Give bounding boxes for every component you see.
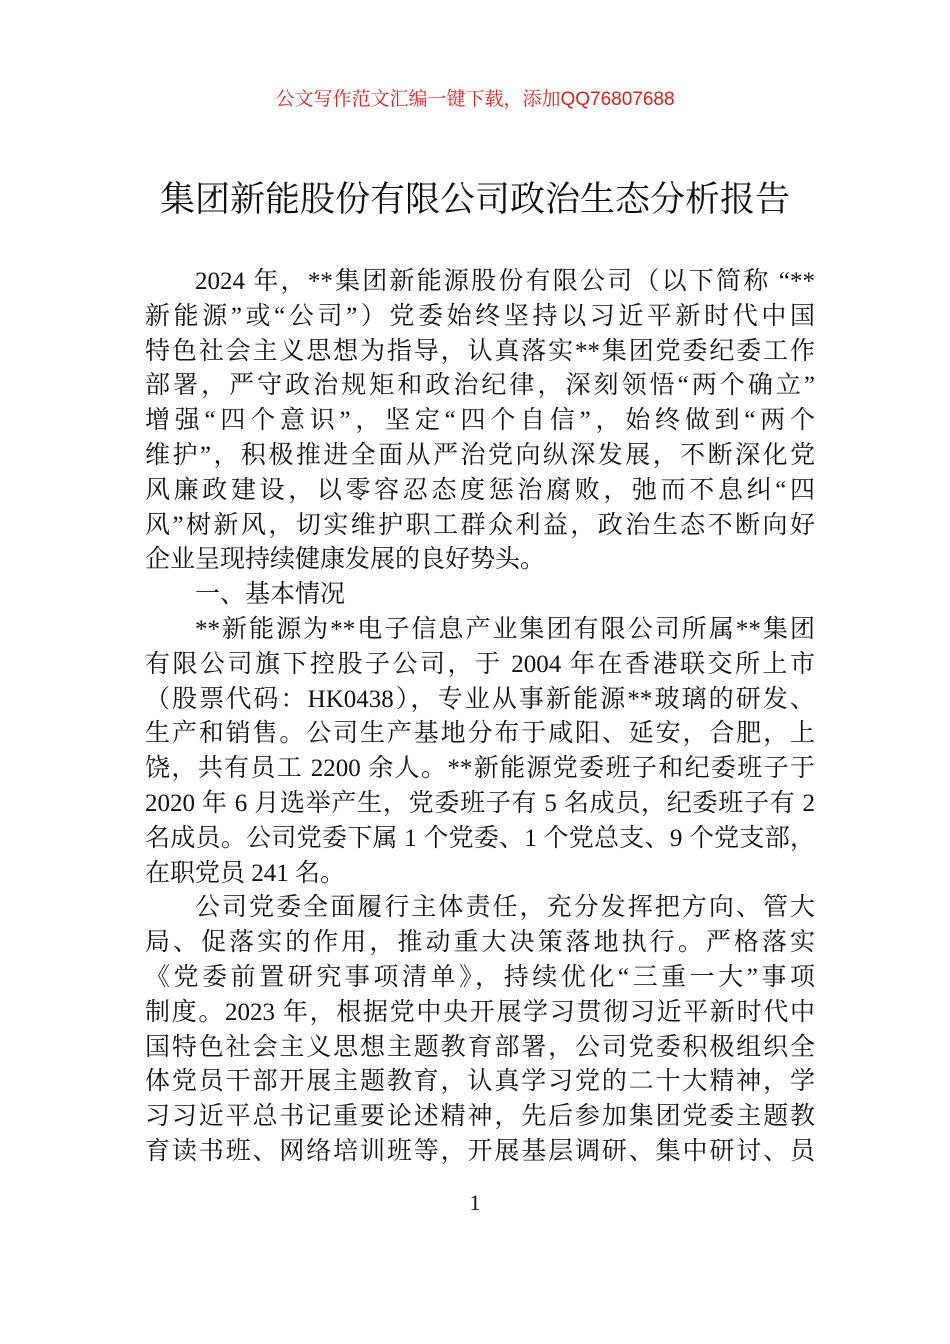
text-line: 新能源”或“公司”）党委始终坚持以习近平新时代中国 xyxy=(145,302,815,330)
paragraph xyxy=(145,891,815,1169)
text-line: 风廉政建设，以零容忍态度惩治腐败，弛而不息纠“四 xyxy=(145,476,815,504)
document-title: 集团新能股份有限公司政治生态分析报告 xyxy=(159,180,790,219)
text-line: 企业呈现持续健康发展的良好势头。 xyxy=(145,546,546,574)
text-line: 维护”，积极推进全面从严治党向纵深发展，不断深化党 xyxy=(145,441,815,469)
page-number: 1 xyxy=(469,1190,481,1215)
text-line: （股票代码：HK0438），专业从事新能源**玻璃的研发、 xyxy=(145,685,815,713)
download-watermark: 公文写作范文汇编一键下载，添加QQ76807688 xyxy=(275,89,675,110)
text-line: 育读书班、网络培训班等，开展基层调研、集中研讨、员 xyxy=(145,1137,815,1165)
text-line: 生产和销售。公司生产基地分布于咸阳、延安，合肥，上 xyxy=(145,720,815,748)
text-line: 制度。2023 年，根据党中央开展学习贯彻习近平新时代中 xyxy=(145,998,815,1026)
text-line: 2020 年 6 月选举产生，党委班子有 5 名成员，纪委班子有 2 xyxy=(145,789,815,817)
text-line: 公司党委全面履行主体责任，充分发挥把方向、管大 xyxy=(195,894,815,922)
text-line: 在职党员 241 名。 xyxy=(145,859,346,887)
paragraph xyxy=(145,613,815,891)
text-line: 一、基本情况 xyxy=(195,581,346,609)
text-line: 有限公司旗下控股子公司，于 2004 年在香港联交所上市 xyxy=(145,650,815,678)
text-line: 局、促落实的作用，推动重大决策落地执行。严格落实 xyxy=(145,929,815,957)
text-line: 名成员。公司党委下属 1 个党委、1 个党总支、9 个党支部， xyxy=(145,824,815,852)
paragraph xyxy=(145,265,815,578)
section-heading xyxy=(145,578,815,613)
document-body xyxy=(145,265,815,1170)
text-line: 增强“四个意识”，坚定“四个自信”，始终做到“两个 xyxy=(145,407,815,435)
text-line: 风”树新风，切实维护职工群众利益，政治生态不断向好 xyxy=(145,511,815,539)
text-line: 国特色社会主义思想主题教育部署，公司党委积极组织全 xyxy=(145,1033,815,1061)
text-line: 习习近平总书记重要论述精神，先后参加集团党委主题教 xyxy=(145,1103,815,1131)
text-line: 体党员干部开展主题教育，认真学习党的二十大精神，学 xyxy=(145,1068,815,1096)
text-line: **新能源为**电子信息产业集团有限公司所属**集团 xyxy=(195,615,815,643)
text-line: 《党委前置研究事项清单》，持续优化“三重一大”事项 xyxy=(145,963,815,991)
text-line: 2024 年，**集团新能源股份有限公司（以下简称 “** xyxy=(195,268,815,295)
text-line: 饶，共有员工 2200 余人。**新能源党委班子和纪委班子于 xyxy=(145,755,815,783)
text-line: 特色社会主义思想为指导，认真落实**集团党委纪委工作 xyxy=(145,337,815,365)
text-line: 部署，严守政治规矩和政治纪律，深刻领悟“两个确立” xyxy=(145,372,815,400)
